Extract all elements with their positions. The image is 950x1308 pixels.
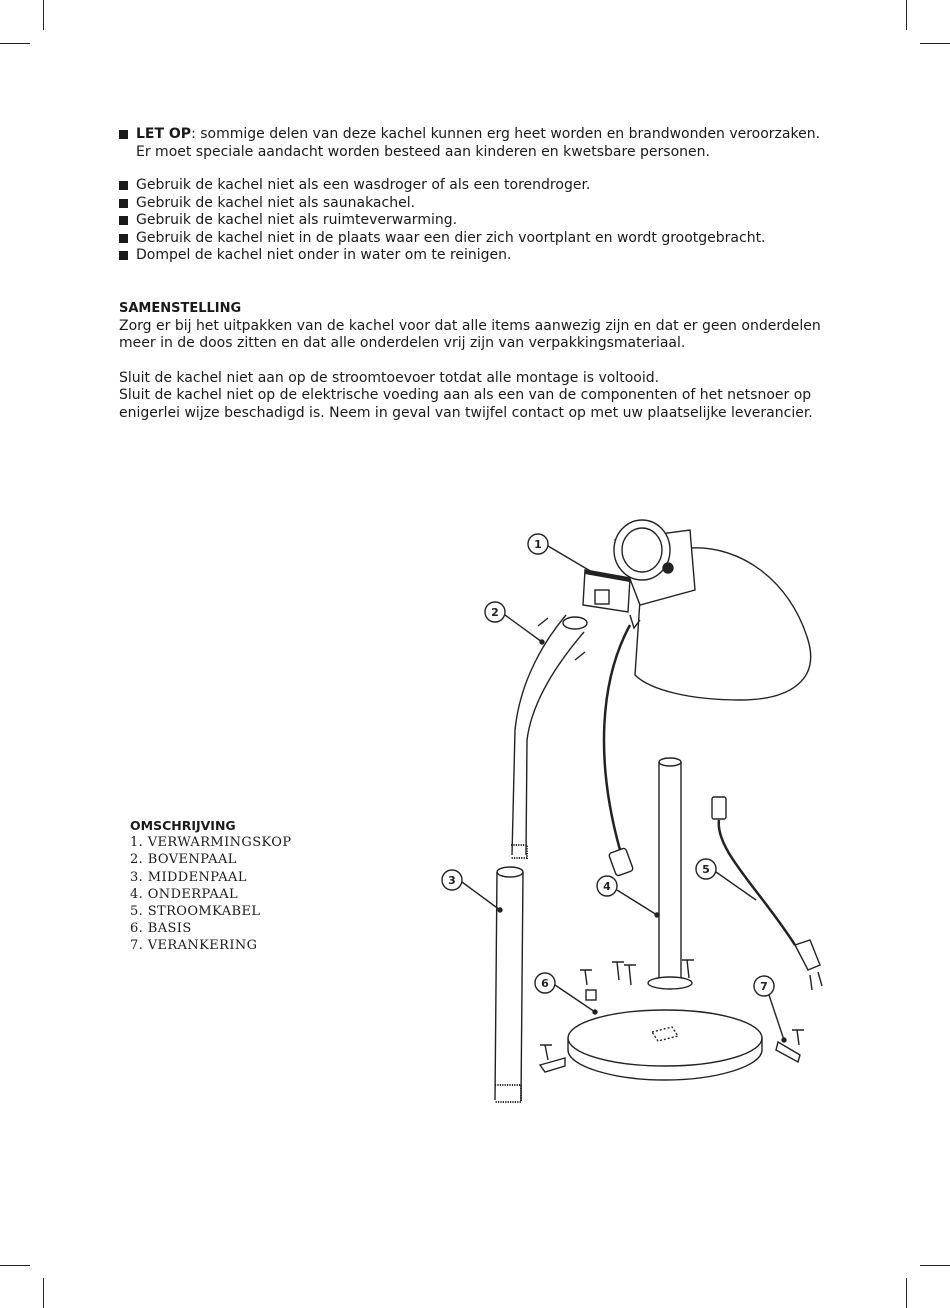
callout-label-7: 7	[760, 980, 768, 993]
callout-label-6: 6	[541, 977, 549, 990]
callout-label-5: 5	[702, 863, 710, 876]
description-item: 6. BASIS	[130, 921, 192, 937]
heater-head-part	[583, 520, 811, 700]
parts-description	[130, 817, 292, 955]
callout-label-4: 4	[603, 880, 611, 893]
assembly-paragraph: Sluit de kachel niet aan op de stroomtoevoer totdat alle montage is voltooid.	[119, 369, 660, 386]
assembly-heading: SAMENSTELLING	[119, 301, 242, 316]
description-item: 5. STROOMKABEL	[130, 904, 261, 920]
warning-text: Gebruik de kachel niet in de plaats waar een dier zich voortplant en wordt grootgebracht.	[136, 229, 766, 246]
lower-post-part	[580, 758, 694, 1000]
callout-label-3: 3	[448, 874, 456, 887]
callout-label-2: 2	[491, 606, 499, 619]
warning-text: Gebruik de kachel niet als een wasdroger of als een torendroger.	[136, 177, 591, 193]
description-item: 2. BOVENPAAL	[130, 852, 237, 868]
middle-post-part	[495, 867, 523, 1102]
callout-label-1: 1	[534, 538, 542, 551]
warning-text-line2: Er moet speciale aandacht worden besteed aan kinderen en kwetsbare personen.	[136, 143, 710, 160]
description-item: 3. MIDDENPAAL	[130, 869, 247, 885]
description-item: 1. VERWARMINGSKOP	[130, 835, 292, 851]
warning-bold-label: LET OP	[136, 126, 192, 142]
warning-text: Gebruik de kachel niet als saunakachel.	[136, 194, 416, 211]
base-part	[568, 1010, 762, 1080]
warning-text: Dompel de kachel niet onder in water om te reinigen.	[136, 247, 512, 263]
description-heading: OMSCHRIJVING	[130, 818, 236, 833]
top-post-part	[511, 615, 587, 858]
assembly-paragraph: Sluit de kachel niet op de elektrische voeding aan als een van de componenten of het netsnoer op enigerlei wijze beschadigd is. Neem in geval van twijfel contact op met uw plaatselijke leverancier.	[119, 387, 813, 421]
description-item: 7. VERANKERING	[130, 938, 258, 954]
assembly-paragraph: Zorg er bij het uitpakken van de kachel voor dat alle items aanwezig zijn en dat er geen onderdelen meer in de doos zitten en dat alle onderdelen vrij zijn van verpakkingsmateriaal.	[119, 317, 821, 351]
description-item: 4. ONDERPAAL	[130, 886, 239, 902]
warning-text: : sommige delen van deze kachel kunnen erg heet worden en brandwonden veroorzaken.	[191, 126, 821, 142]
warning-text: Gebruik de kachel niet als ruimteverwarming.	[136, 212, 458, 228]
